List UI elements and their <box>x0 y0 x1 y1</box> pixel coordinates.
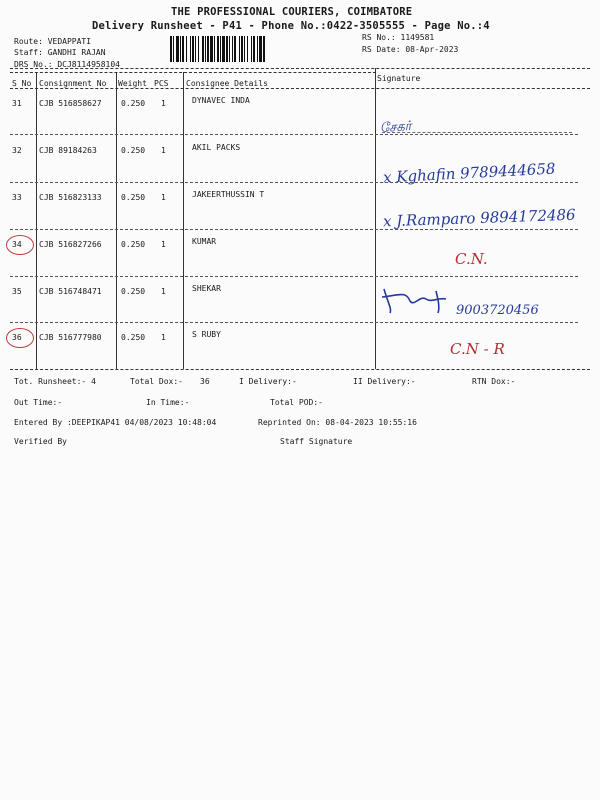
row-sno: 34 <box>12 240 22 249</box>
circle-mark <box>6 235 34 255</box>
runsheet-subtitle: Delivery Runsheet - P41 - Phone No.:0422-3505555 - Page No.:4 <box>92 20 490 32</box>
signature-row35-scribble <box>380 285 460 315</box>
total-dox-label: Total Dox:- <box>130 377 183 386</box>
row-pcs: 1 <box>161 333 166 342</box>
row-divider <box>10 276 578 277</box>
row-consignee: AKIL PACKS <box>192 143 241 152</box>
row-pcs: 1 <box>161 287 166 296</box>
col-header-sno: S No <box>12 79 32 88</box>
signature-row35: 9003720456 <box>456 303 539 318</box>
row-weight: 0.250 <box>121 333 146 342</box>
table-bottom <box>10 369 590 370</box>
column-header-divider <box>10 88 590 89</box>
col-line <box>116 72 117 369</box>
staff-signature: Staff Signature <box>280 437 353 446</box>
row-sno: 32 <box>12 146 22 155</box>
ii-delivery: II Delivery:- <box>353 377 416 386</box>
signature-row32: x Kghafin 9789444658 <box>382 159 556 187</box>
row-pcs: 1 <box>161 193 166 202</box>
company-title: THE PROFESSIONAL COURIERS, COIMBATORE <box>171 6 413 18</box>
col-header-pcs: PCS <box>154 79 169 88</box>
row-divider <box>10 182 578 183</box>
col-line <box>183 72 184 369</box>
row-divider <box>10 134 578 135</box>
col-header-consignee: Consignee Details <box>186 79 268 88</box>
route-label: Route: VEDAPPATI <box>14 37 92 46</box>
row-pcs: 1 <box>161 146 166 155</box>
row-consignment: CJB 89184263 <box>39 146 97 155</box>
sig-line <box>382 132 572 133</box>
row-consignee: S RUBY <box>192 330 221 339</box>
col-header-consignment: Consignment No <box>39 79 107 88</box>
verified-by: Verified By <box>14 437 67 446</box>
in-time: In Time:- <box>146 398 190 407</box>
row-consignee: JAKEERTHUSSIN T <box>192 190 265 199</box>
signature-row36: C.N - R <box>450 340 505 358</box>
row-sno: 35 <box>12 287 22 296</box>
rs-date: RS Date: 08-Apr-2023 <box>362 45 459 54</box>
header-divider <box>10 68 590 69</box>
barcode <box>170 36 356 62</box>
row-sno: 36 <box>12 333 22 342</box>
col-header-weight: Weight <box>118 79 147 88</box>
out-time: Out Time:- <box>14 398 63 407</box>
total-pod: Total POD:- <box>270 398 323 407</box>
signature-row34: C.N. <box>455 250 488 268</box>
drs-number: DRS No.: DCJ8114958104 <box>14 60 120 69</box>
rs-number: RS No.: 1149581 <box>362 33 435 42</box>
row-consignee: DYNAVEC INDA <box>192 96 250 105</box>
staff-label: Staff: GANDHI RAJAN <box>14 48 106 57</box>
signature-row33: x J.Ramparo 9894172486 <box>382 205 576 231</box>
row-sno: 33 <box>12 193 22 202</box>
row-pcs: 1 <box>161 99 166 108</box>
col-header-signature: Signature <box>377 74 421 83</box>
row-consignment: CJB 516858627 <box>39 99 102 108</box>
signature-row31: சேகர் <box>379 118 412 137</box>
header-divider-2 <box>10 72 376 73</box>
row-sno: 31 <box>12 99 22 108</box>
rtn-dox: RTN Dox:- <box>472 377 516 386</box>
row-consignment: CJB 516748471 <box>39 287 102 296</box>
row-consignee: KUMAR <box>192 237 217 246</box>
row-weight: 0.250 <box>121 146 146 155</box>
row-weight: 0.250 <box>121 287 146 296</box>
i-delivery: I Delivery:- <box>239 377 297 386</box>
entered-by: Entered By :DEEPIKAP41 04/08/2023 10:48:04 <box>14 418 217 427</box>
row-pcs: 1 <box>161 240 166 249</box>
col-line <box>375 68 376 369</box>
row-consignment: CJB 516777980 <box>39 333 102 342</box>
row-divider <box>10 322 578 323</box>
row-weight: 0.250 <box>121 240 146 249</box>
row-weight: 0.250 <box>121 99 146 108</box>
row-consignment: CJB 516827266 <box>39 240 102 249</box>
row-consignment: CJB 516823133 <box>39 193 102 202</box>
col-line <box>36 72 37 369</box>
reprinted-on: Reprinted On: 08-04-2023 10:55:16 <box>258 418 417 427</box>
total-dox-value: 36 <box>200 377 210 386</box>
tot-runsheet: Tot. Runsheet:- 4 <box>14 377 96 386</box>
row-divider <box>10 229 578 230</box>
row-weight: 0.250 <box>121 193 146 202</box>
row-consignee: SHEKAR <box>192 284 221 293</box>
circle-mark <box>6 328 34 348</box>
